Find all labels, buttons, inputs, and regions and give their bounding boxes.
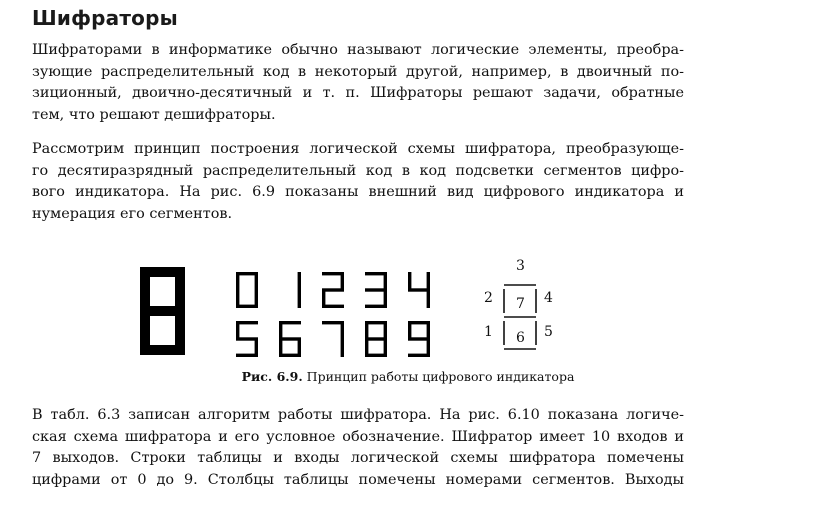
segment-f bbox=[236, 272, 239, 290]
segment-numbering-diagram bbox=[484, 258, 553, 349]
segment-c bbox=[298, 290, 301, 308]
segment-f bbox=[140, 267, 150, 311]
text-line: тем, что решают дешифраторы. bbox=[32, 106, 276, 123]
text-line: вого индикатора. На рис. 6.9 показаны внешний вид цифрового индикатора и bbox=[32, 184, 684, 200]
digit-6 bbox=[279, 321, 301, 357]
segment-g bbox=[365, 337, 387, 340]
text-line: го десятиразрядный распределительный код в код подсветки сегментов цифро- bbox=[32, 162, 684, 179]
segment-d bbox=[236, 354, 258, 357]
text-line: нумерация его сегментов. bbox=[32, 205, 233, 222]
segment-f bbox=[279, 321, 282, 339]
digit-0 bbox=[236, 272, 258, 308]
text-line: ская схема шифратора и его условное обозначение. Шифратор имеет 10 входов и bbox=[32, 428, 684, 445]
segment-f bbox=[408, 321, 411, 339]
text-line: Рассмотрим принцип построения логической схемы шифратора, преобразующе- bbox=[32, 141, 684, 157]
digit-9 bbox=[408, 321, 430, 357]
digit-4 bbox=[408, 272, 430, 308]
segment-digits-svg bbox=[140, 258, 570, 362]
segment-b bbox=[384, 321, 387, 339]
caption-text: Принцип работы цифрового индикатора bbox=[306, 369, 575, 384]
caption-label: Рис. 6.9. bbox=[241, 369, 303, 384]
segment-b bbox=[384, 272, 387, 290]
paragraph-1 bbox=[32, 40, 684, 126]
segment-b bbox=[175, 267, 185, 311]
segment-number-7: 7 bbox=[516, 296, 525, 312]
segment-number-3: 3 bbox=[516, 258, 525, 274]
digit-3 bbox=[365, 272, 387, 308]
text-line: зиционный, двоично-десятичный и т. п. Шифраторы решают задачи, обратные bbox=[32, 85, 684, 101]
text-line: В табл. 6.3 записан алгоритм работы шифратора. На рис. 6.10 показана логиче- bbox=[32, 407, 684, 423]
text-line: Шифраторами в информатике обычно называют логические элементы, преобра- bbox=[32, 42, 684, 58]
segment-e bbox=[365, 339, 368, 357]
segment-c bbox=[341, 339, 344, 357]
section-title: Шифраторы bbox=[32, 6, 178, 30]
segment-b bbox=[341, 272, 344, 290]
segment-c bbox=[427, 290, 430, 308]
segment-number-5: 5 bbox=[544, 324, 553, 340]
digit-8 bbox=[140, 267, 185, 355]
segment-number-2: 2 bbox=[484, 290, 493, 306]
big-digit-eight bbox=[140, 267, 185, 355]
segment-b bbox=[298, 272, 301, 290]
digit-5 bbox=[236, 321, 258, 357]
segment-f bbox=[236, 321, 239, 339]
text-line: 7 выходов. Строки таблицы и входы логической схемы шифратора помечены bbox=[32, 450, 684, 466]
segment-e bbox=[236, 290, 239, 308]
segment-b bbox=[255, 272, 258, 290]
segment-b bbox=[341, 321, 344, 339]
digit-2 bbox=[322, 272, 344, 308]
segment-number-6: 6 bbox=[516, 330, 525, 346]
segment-c bbox=[298, 339, 301, 357]
text-line: зующие распределительный код в некоторый другой, например, в двоичный по- bbox=[32, 63, 684, 80]
paragraph-2 bbox=[32, 139, 684, 225]
segment-d bbox=[322, 305, 344, 308]
segment-number-4: 4 bbox=[544, 290, 553, 306]
segment-d bbox=[408, 354, 430, 357]
text-line: цифрами от 0 до 9. Столбцы таблицы помечены номерами сегментов. Выходы bbox=[32, 471, 684, 488]
segment-g bbox=[140, 306, 185, 316]
paragraph-3 bbox=[32, 405, 684, 491]
digit-1 bbox=[298, 272, 301, 308]
segment-f bbox=[408, 272, 411, 290]
segment-number-1: 1 bbox=[484, 324, 493, 340]
segment-b bbox=[427, 272, 430, 290]
segment-d bbox=[365, 305, 387, 308]
digit-8 bbox=[365, 321, 387, 357]
segment-g bbox=[408, 337, 430, 340]
digit-7 bbox=[322, 321, 344, 357]
segment-e bbox=[140, 311, 150, 355]
figure-caption bbox=[0, 369, 816, 384]
segment-f bbox=[365, 321, 368, 339]
segment-b bbox=[427, 321, 430, 339]
